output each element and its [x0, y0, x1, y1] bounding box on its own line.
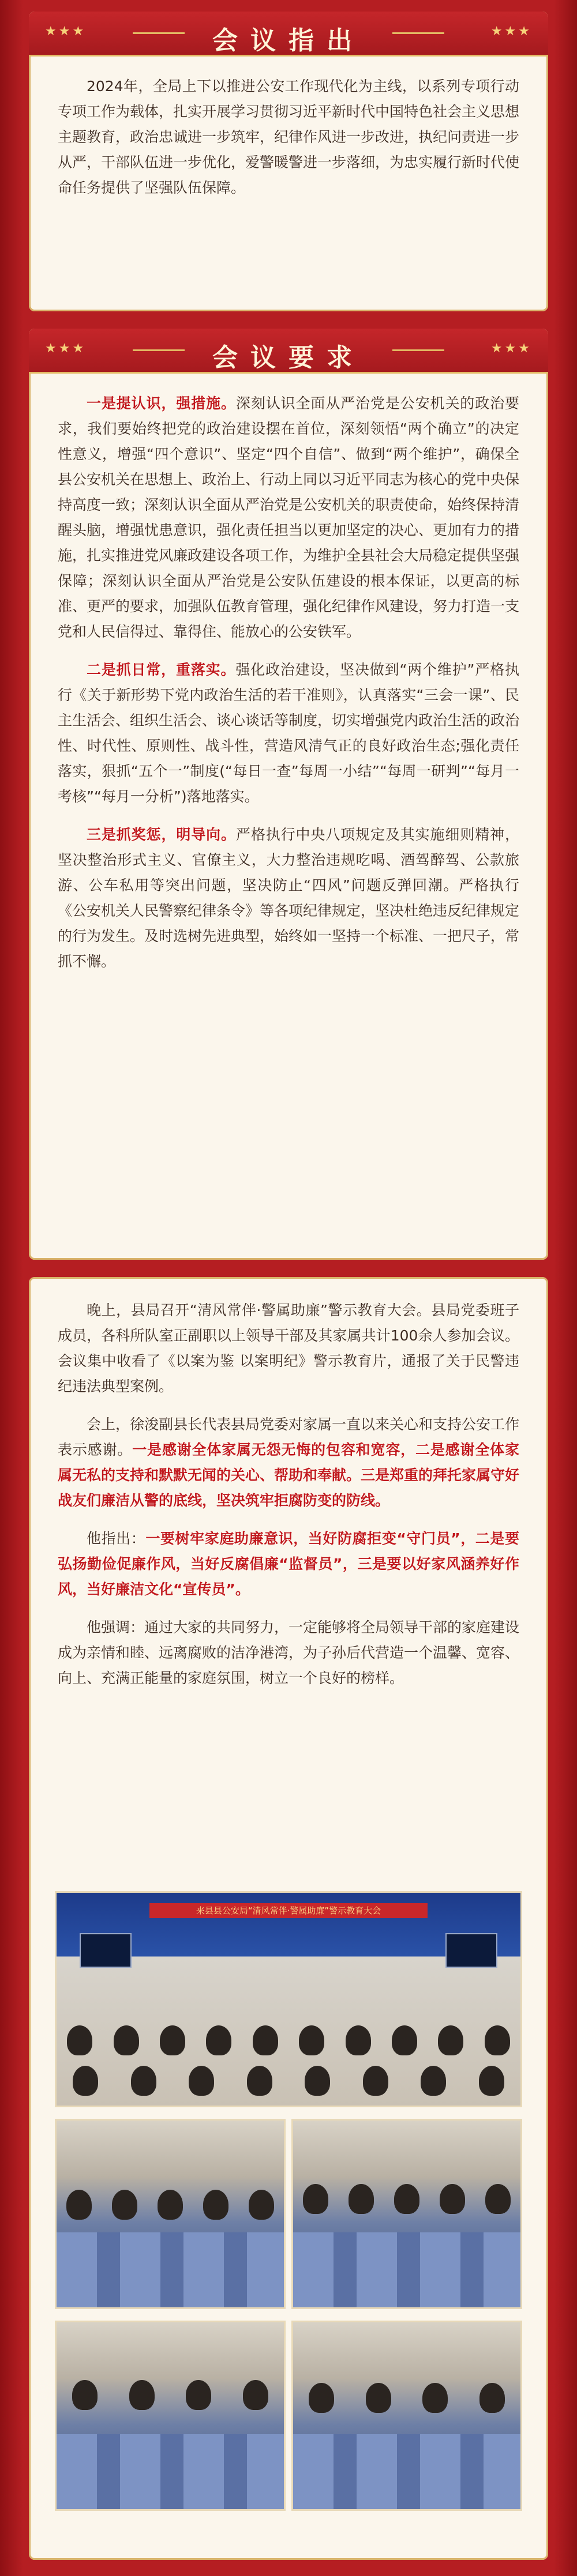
stars-right: ★★★: [490, 341, 532, 356]
section-title: 会议指出: [212, 26, 365, 55]
audience-photo-2: [291, 2119, 522, 2309]
screen-left: [80, 1933, 132, 1968]
stars-left: ★★★: [45, 341, 87, 356]
stars-right: ★★★: [490, 24, 532, 39]
body-segment: 会上，徐浚副县长代表县局党委对家属一直以来关心和支持公安工作表示感谢。: [58, 1416, 520, 1458]
requirement-item: [58, 822, 519, 974]
report-text: [58, 1298, 519, 1704]
requirement-text: 强化政治建设，坚决做到“两个维护”严格执行《关于新形势下党内政治生活的若干准则》，认真落实“三会一课”、民主生活会、组织生活会、谈心谈话等制度，切实增强党内政治生活的政治性、时代性、原则性、战斗性，营造风清气正的良好政治生态;强化责任落实，狠抓“五个一”制度(“每日一查”每周一小结”“每周一研判”“每月一考核”“每月一分析”)落地落实。: [58, 661, 520, 805]
audience-photo-3: [55, 2321, 286, 2511]
audience-row: [57, 2066, 520, 2100]
photo-banner: 来县县公安局“清风常伴·警属助廉”警示教育大会: [149, 1903, 428, 1918]
emphasis-text: 一是感谢全体家属无怨无悔的包容和宽容，二是感谢全体家属无私的支持和默默无闻的关心、帮助和奉献。三是郑重的拜托家属守好战友们廉洁从警的底线，坚决筑牢拒腐防变的防线。: [58, 1441, 520, 1509]
body-segment: 晚上，县局召开“清风常伴·警属助廉”警示教育大会。县局党委班子成员，各科所队室正副职以上领导干部及其家属共计100余人参加会议。会议集中收看了《以案为鉴 以案明纪》警示教育片，通报了关于民警违纪违法典型案例。: [58, 1302, 519, 1395]
requirement-item: [58, 391, 519, 645]
report-paragraph: [58, 1298, 519, 1399]
section-paragraph: 2024年，全局上下以推进公安工作现代化为主线，以系列专项行动专项工作为载体，扎实开展学习贯彻习近平新时代中国特色社会主义思想主题教育，政治忠诚进一步筑牢，纪律作风进一步改进，执纪问责进一步从严，干部队伍进一步优化，爱警暖警进一步落细，为忠实履行新时代使命任务提供了坚强队伍保障。: [58, 78, 520, 196]
header-rule-right: [392, 32, 444, 34]
section-meeting-points: [29, 12, 548, 311]
header-rule-right: [392, 349, 444, 351]
section-header: [29, 12, 548, 57]
body-segment: 他指出：: [87, 1530, 146, 1547]
section-header: [29, 329, 548, 374]
section-meeting-requirements: [29, 329, 548, 1260]
requirement-item: [58, 657, 519, 809]
requirement-lead: 一是提认识，强措施。: [87, 395, 236, 412]
screen-right: [445, 1933, 497, 1968]
audience-photo-4: [291, 2321, 522, 2511]
audience-row: [57, 2025, 520, 2060]
requirement-text: 严格执行中央八项规定及其实施细则精神，坚决整治形式主义、官僚主义，大力整治违规吃喝、酒驾醉驾、公款旅游、公车私用等突出问题，坚决防止“四风”问题反弹回潮。严格执行《公安机关人民警察纪律条令》等各项纪律规定，坚决杜绝违反纪律规定的行为发生。及时选树先进典型，始终如一坚持一个标准、一把尺子，常抓不懈。: [58, 826, 520, 970]
requirement-text: 深刻认识全面从严治党是公安机关的政治要求，我们要始终把党的政治建设摆在首位，深刻领悟“两个确立”的决定性意义，增强“四个意识”、坚定“四个自信”、做到“两个维护”，确保全县公安机关在思想上、政治上、行动上同以习近平同志为核心的党中央保持高度一致；深刻认识全面从严治党是公安机关的职责使命，始终保持清醒头脑，增强忧患意识，强化责任担当以更加坚定的决心、更加有力的措施，扎实推进党风廉政建设各项工作，为维护全县社会大局稳定提供坚强保障；深刻认识全面从严治党是公安队伍建设的根本保证，以更高的标准、更严的要求，加强队伍教育管理，强化纪律作风建设，努力打造一支党和人民信得过、靠得住、能放心的公安铁军。: [58, 395, 520, 640]
report-paragraph: [58, 1412, 519, 1513]
section-title: 会议要求: [212, 343, 365, 372]
report-paragraph: [58, 1615, 519, 1691]
emphasis-text: 一要树牢家庭助廉意识，当好防腐拒变“守门员”，二是要弘扬勤俭促廉作风，当好反腐倡廉“监督员”，三是要以好家风涵养好作风，当好廉洁文化“宣传员”。: [58, 1530, 519, 1598]
meeting-hall-photo: [55, 1891, 522, 2107]
section-meeting-report: [29, 1277, 548, 2560]
stars-left: ★★★: [45, 24, 87, 39]
report-paragraph: [58, 1526, 519, 1602]
body-segment: 他强调：通过大家的共同努力，一定能够将全局领导干部的家庭建设成为亲情和睦、远离腐败的洁净港湾，为子孙后代营造一个温馨、宽容、向上、充满正能量的家庭氛围，树立一个良好的榜样。: [58, 1619, 520, 1686]
requirement-lead: 三是抓奖惩，明导向。: [87, 826, 236, 843]
requirement-lead: 二是抓日常，重落实。: [87, 661, 236, 678]
audience-photo-1: [55, 2119, 286, 2309]
